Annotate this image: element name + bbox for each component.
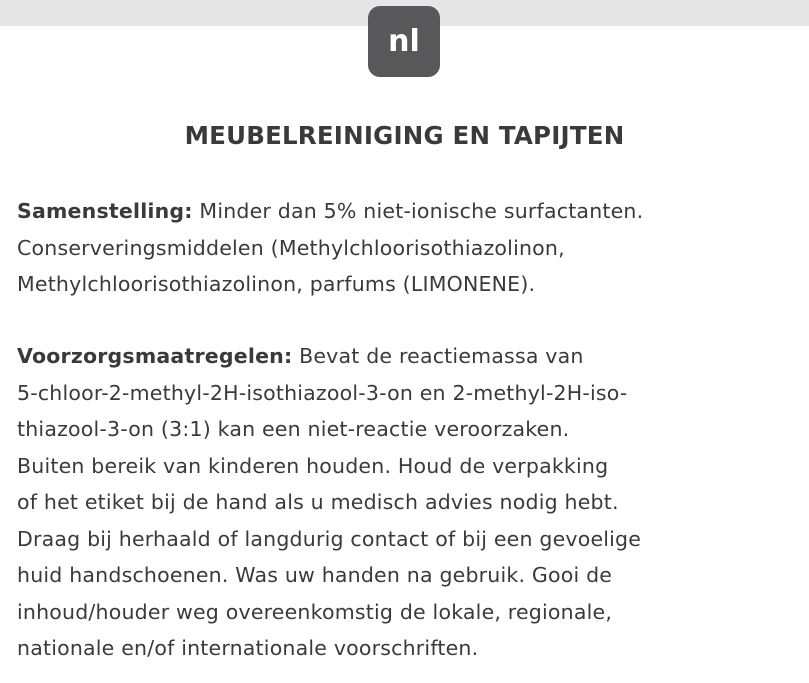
precautions-text: Bevat de reactiemassa van [292, 344, 584, 368]
precautions-line: huid handschoenen. Was uw handen na gebruik. Gooi de [17, 563, 613, 587]
composition-paragraph [17, 193, 807, 303]
precautions-line: of het etiket bij de hand als u medisch advies nodig hebt. [17, 490, 619, 514]
precautions-line: Draag bij herhaald of langdurig contact of bij een gevoelige [17, 526, 642, 551]
precautions-line: Buiten bereik van kinderen houden. Houd de verpakking [17, 453, 609, 478]
composition-line: Conserveringsmiddelen (Methylchloorisothiazolinon, [17, 235, 565, 260]
composition-line [17, 193, 807, 230]
precautions-line: thiazool-3-on (3:1) kan een niet-reactie veroorzaken. [17, 417, 570, 441]
composition-text: Minder dan 5% niet-ionische surfactanten. [192, 199, 644, 223]
precautions-line: 5-chloor-2-methyl-2H-isothiazool-3-on en 2-methyl-2H-iso- [17, 380, 628, 405]
precautions-line: inhoud/houder weg overeenkomstig de lokale, regionale, [17, 599, 613, 624]
composition-label: Samenstelling: [17, 199, 193, 223]
precautions-paragraph [17, 338, 807, 667]
precautions-label: Voorzorgsmaatregelen: [17, 344, 293, 368]
page-title: MEUBELREINIGING EN TAPIJTEN [184, 121, 625, 150]
composition-line: Methylchloorisothiazolinon, parfums (LIMONENE). [17, 272, 536, 296]
precautions-line: nationale en/of internationale voorschriften. [17, 636, 479, 660]
language-badge: nl [368, 6, 440, 77]
precautions-line [17, 338, 807, 375]
